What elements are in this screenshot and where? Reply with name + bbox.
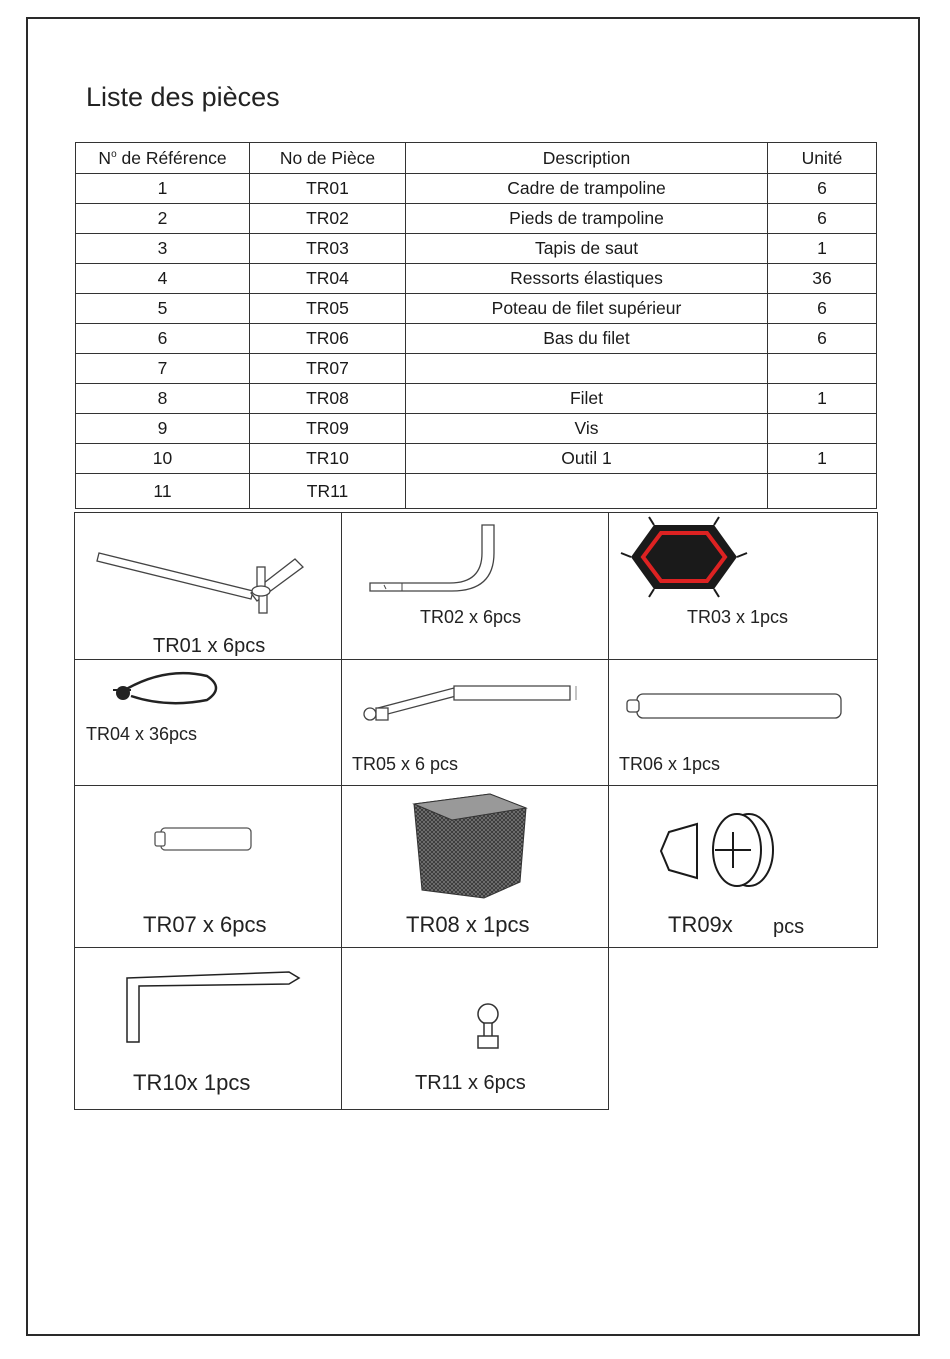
cell-ref: 5 [76, 294, 250, 324]
table-row [76, 294, 877, 324]
cell-part: TR10 [250, 444, 406, 474]
header-reference: $N^o$ de Référence [76, 143, 250, 174]
cell-part: TR02 [250, 204, 406, 234]
part-tile-tr01 [74, 512, 342, 660]
caption-tr01: TR01 x 6pcs [153, 635, 266, 657]
part-tile-tr06 [608, 659, 878, 786]
part-tile-tr03 [608, 512, 878, 660]
cell-part: TR09 [250, 414, 406, 444]
caption-tr10: TR10x 1pcs [133, 1070, 251, 1095]
cell-qty: 6 [768, 204, 877, 234]
cell-qty [768, 414, 877, 444]
part-tile-tr04 [74, 659, 342, 786]
leg-icon [342, 513, 610, 661]
table-row [76, 354, 877, 384]
table-row [76, 264, 877, 294]
cell-desc: Ressorts élastiques [406, 264, 768, 294]
caption-tr03: TR03 x 1pcs [687, 607, 789, 627]
table-row [76, 324, 877, 354]
cell-ref: 3 [76, 234, 250, 264]
cell-part: TR01 [250, 174, 406, 204]
table-header-row [76, 143, 877, 174]
cell-ref: 4 [76, 264, 250, 294]
cell-qty: 1 [768, 234, 877, 264]
cell-ref: 11 [76, 474, 250, 509]
cell-qty [768, 354, 877, 384]
cell-qty [768, 474, 877, 509]
cell-ref: 7 [76, 354, 250, 384]
cell-part: TR11 [250, 474, 406, 509]
table-row [76, 474, 877, 509]
table-row [76, 174, 877, 204]
part-tile-tr09 [608, 785, 878, 948]
table-row [76, 234, 877, 264]
cell-ref: 2 [76, 204, 250, 234]
cell-ref: 8 [76, 384, 250, 414]
cell-desc: Pieds de trampoline [406, 204, 768, 234]
header-description: Description [406, 143, 768, 174]
cell-qty: 36 [768, 264, 877, 294]
caption-tr04: TR04 x 36pcs [86, 724, 198, 744]
cell-ref: 9 [76, 414, 250, 444]
cell-ref: 6 [76, 324, 250, 354]
screw-icon [609, 786, 879, 949]
table-row [76, 204, 877, 234]
cell-desc: Cadre de trampoline [406, 174, 768, 204]
cell-desc [406, 354, 768, 384]
part-tile-tr11 [341, 947, 609, 1110]
cell-part: TR06 [250, 324, 406, 354]
cell-desc: Filet [406, 384, 768, 414]
cell-desc: Tapis de saut [406, 234, 768, 264]
part-tile-tr07 [74, 785, 342, 948]
caption-tr09-unit: pcs [773, 916, 805, 938]
header-unit: Unité [768, 143, 877, 174]
part-tile-tr02 [341, 512, 609, 660]
caption-tr08: TR08 x 1pcs [406, 912, 530, 937]
caption-tr02: TR02 x 6pcs [420, 607, 522, 627]
cell-qty: 1 [768, 444, 877, 474]
table-row [76, 384, 877, 414]
cell-part: TR04 [250, 264, 406, 294]
cell-ref: 1 [76, 174, 250, 204]
caption-tr09-part: TR09x [668, 912, 733, 937]
cell-qty: 6 [768, 174, 877, 204]
table-row [76, 414, 877, 444]
caption-tr05: TR05 x 6 pcs [352, 754, 459, 774]
cell-qty: 6 [768, 294, 877, 324]
cell-desc: Bas du filet [406, 324, 768, 354]
cell-part: TR05 [250, 294, 406, 324]
header-part-number: No de Pièce [250, 143, 406, 174]
table-row [76, 444, 877, 474]
part-tile-tr10 [74, 947, 342, 1110]
jump-mat-icon [609, 513, 879, 661]
cell-desc [406, 474, 768, 509]
cell-part: TR07 [250, 354, 406, 384]
cell-ref: 10 [76, 444, 250, 474]
cell-desc: Outil 1 [406, 444, 768, 474]
caption-tr06: TR06 x 1pcs [619, 754, 721, 774]
part-tile-tr05 [341, 659, 609, 786]
page-title: Liste des pièces [86, 82, 280, 112]
cell-qty: 1 [768, 384, 877, 414]
cell-desc: Poteau de filet supérieur [406, 294, 768, 324]
part-tile-tr08 [341, 785, 609, 948]
caption-tr11: TR11 x 6pcs [415, 1072, 526, 1094]
caption-tr07: TR07 x 6pcs [143, 912, 267, 937]
cell-part: TR08 [250, 384, 406, 414]
cell-desc: Vis [406, 414, 768, 444]
cell-part: TR03 [250, 234, 406, 264]
cell-qty: 6 [768, 324, 877, 354]
parts-table [75, 142, 877, 509]
